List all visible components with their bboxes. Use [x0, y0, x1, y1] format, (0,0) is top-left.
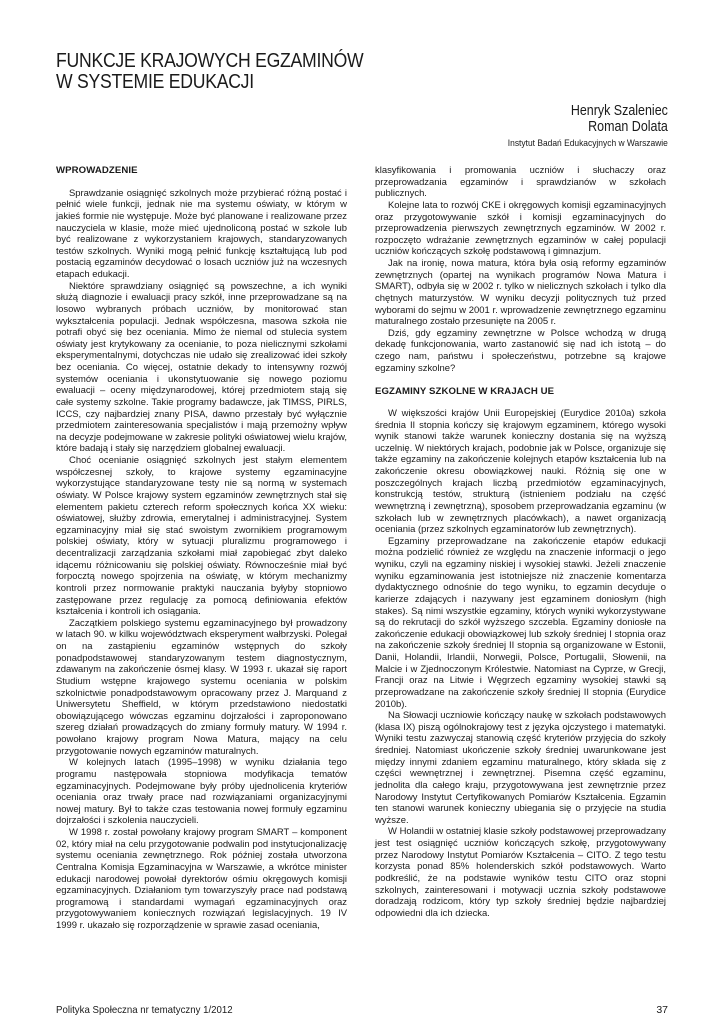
right-column	[375, 165, 666, 919]
paragraph: Jak na ironię, nowa matura, która była osią reformy egzaminów zewnętrznych (opartej na wynikach programów Nowa Matura i SMART), odbyła się w 2002 r. tylko w nielicznych szkołach i tylko dla chętnych maturzystów. W wyniku decyzji politycznych tuż przed wyborami do sejmu w 2001 r. wprowadzenie zewnętrznego egzaminu maturalnego zostało przesunięte na 2005 r.	[375, 258, 666, 328]
section-heading: EGZAMINY SZKOLNE W KRAJACH UE	[375, 386, 555, 398]
paragraph: W 1998 r. został powołany krajowy program SMART – komponent 02, który miał na celu przygotowanie podwalin pod instytucjonalizację systemu oceniania zewnętrznego. Rok później została utworzona Centralna Komisja Egzaminacyjna w Warszawie, a wkrótce minister edukacji narodowej powołał dyrektorów ośmiu okręgowych komisji egzaminacyjnych. Działaniom tym towarzyszyły prace nad podstawą programową i standardami wymagań egzaminacyjnych oraz przygotowywaniem koniecznych rozwiązań legislacyjnych. 19 IV 1999 r. ukazało się rozporządzenie w sprawie zasad oceniania,	[56, 827, 347, 931]
author-name: Henryk Szaleniec	[570, 103, 668, 119]
author-name: Roman Dolata	[588, 119, 668, 135]
paragraph: Egzaminy przeprowadzane na zakończenie etapów edukacji można podzielić również ze względu na znaczenie informacji o jego wyniku, czyli na egzaminy niskiej i wysokiej stawki. Jeżeli znaczenie wyniku egzaminowania jest istotniejsze niż znaczenie komentarza dydaktycznego odnośnie do tego wyniku, to egzamin decyduje o karierze zdających i nazywany jest egzaminem doniosłym (high stakes). Są nimi wszystkie egzaminy, których wyniki wykorzystywane są do rekrutacji do szkół wyższego szczebla. Egzaminy doniosłe na zakończenie edukacji obowiązkowej lub szkoły średniej I stopnia oraz na zakończenie szkoły średniej II stopnia są organizowane w Estonii, Danii, Holandii, Irlandii, Norwegii, Polsce, Portugalii, Słowenii, na Malcie i w Zjednoczonym Królestwie. Natomiast na Cyprze, w Grecji, Francji oraz na Litwie i Węgrzech egzaminy wysokiej stawki są przeprowadzane na zakończenie szkoły średniej II stopnia (Eurydice 2010b).	[375, 535, 666, 710]
paragraph: W Holandii w ostatniej klasie szkoły podstawowej przeprowadzany jest test osiągnięć uczniów kończących szkołę, przygotowywany przez Narodowy Instytut Pomiarów Kształcenia – CITO. Z tego testu korzysta ponad 85% holenderskich szkół podstawowych. Warto podkreślić, że na podstawie wyników testu CITO oraz stopni szkolnych, zainteresowani i motywacji ucznia szkoły podstawowe doradzają rodzicom, który typ szkoły średniej będzie najbardziej odpowiedni dla ich dziecka.	[375, 826, 666, 919]
paragraph: Kolejne lata to rozwój CKE i okręgowych komisji egzaminacyjnych oraz przygotowywanie szkół i komisji egzaminacyjnych do przeprowadzenia pierwszych zewnętrznych egzaminów. W 2002 r. rozpoczęto wdrażanie zewnętrznych egzaminów w całej populacji uczniów kończących szkołę podstawową i gimnazjum.	[375, 199, 666, 258]
paragraph: Sprawdzanie osiągnięć szkolnych może przybierać różną postać i pełnić wiele funkcji, jednak nie ma systemu oświaty, w którym w jakieś formie nie występuje. Może być planowane i realizowane przez nauczyciela w klasie, może mieć ujednoliconą postać w szkole lub być realizowane z wykorzystaniem krajowych, standaryzowanych testów szkolnych. Wyniki mogą pełnić funkcję kształtującą lub pod postacią egzaminów decydować o losach uczniów już na wczesnych etapach edukacji.	[56, 187, 347, 280]
left-column	[56, 165, 347, 932]
paragraph: Choć ocenianie osiągnięć szkolnych jest stałym elementem współczesnej szkoły, to krajowe systemy egzaminacyjne wykorzystujące standaryzowane testy nie są normą w systemach oświaty. W Polsce krajowy system egzaminów zewnętrznych stał się elementem pakietu czterech reform społecznych końca XX wieku: oświatowej, służby zdrowia, emerytalnej i administracyjnej. System egzaminacyjny miał się stać swoistym zwornikiem programowym polskiej oświaty, który w sytuacji pluralizmu programowego i decentralizacji zarządzania szkołami miał zapobiegać zbyt daleko idącemu różnicowaniu się polskiej oświaty. Równocześnie miał być forpocztą nowego spojrzenia na oświatę, w którym mechanizmy kontroli przez normowanie praktyki nauczania byłyby stopniowo zastępowane przez regulację za pomocą definiowania efektów kształcenia i kontroli ich osiągania.	[56, 455, 347, 618]
author-affiliation: Instytut Badań Edukacyjnych w Warszawie	[507, 137, 668, 148]
paragraph: W większości krajów Unii Europejskiej (Eurydice 2010a) szkoła średnia II stopnia kończy się krajowym egzaminem, którego wysoki wynik stanowi także warunek konieczny dostania się na wyższą uczelnię. W niektórych krajach, podobnie jak w Polsce, organizuje się także egzaminy na zakończenie kolejnych etapów kształcenia lub na zakończenie okresu obowiązkowej nauki. Różnią się one w poszczególnych krajach liczbą przedmiotów egzaminacyjnych, konstrukcją testów, strukturą (istnieniem podziału na część wewnętrzną i zewnętrzną), sposobem przeprowadzania egzaminu (w szkołach lub w zewnętrznych placówkach), a nawet organizacją oceniania (przez szkolnych egzaminatorów lub zewnętrznych).	[375, 407, 666, 536]
paragraph: Zaczątkiem polskiego systemu egzaminacyjnego był prowadzony w latach 90. w kilku województwach eksperyment wałbrzyski. Polegał on na zastąpieniu egzaminów wstępnych do szkoły ponadpodstawowej standaryzowanym testem diagnostycznym, zdawanym na zakończenie ósmej klasy. W 1993 r. ukazał się raport Studium wstępne krajowego systemu oceniania w polskim szkolnictwie ponadpodstawowym opracowany przez J. Marquand z Uniwersytetu Sheffield, w którym przedstawiono niedostatki obowiązującego wówczas egzaminu dojrzałości i zaproponowano szereg działań prowadzących do zmiany formuły matury. W 1994 r. powołano krajowy program Nowa Matura, mający na celu przygotowanie nowych egzaminów maturalnych.	[56, 617, 347, 757]
author-block	[490, 103, 668, 149]
journal-name: Polityka Społeczna nr tematyczny 1/2012	[56, 1004, 233, 1016]
article-title	[56, 50, 503, 92]
title-line-2: W SYSTEMIE EDUKACJI	[56, 70, 254, 93]
paragraph: W kolejnych latach (1995–1998) w wyniku działania tego programu następowała stopniowa modyfikacja tematów egzaminacyjnych. Podejmowane były próby ujednolicenia kryteriów oceniania oraz trwały prace nad rozwiązaniami organizacyjnymi nowej matury. Był to także czas testowania nowej formuły egzaminu dojrzałości i szkolenia nauczycieli.	[56, 757, 347, 827]
paragraph: Dziś, gdy egzaminy zewnętrzne w Polsce wchodzą w drugą dekadę funkcjonowania, warto zastanowić się nad ich istotą – do czego nam, państwu i społeczeństwu, potrzebne są krajowe egzaminy szkolne?	[375, 327, 666, 374]
section-heading: WPROWADZENIE	[56, 165, 138, 176]
paragraph: Niektóre sprawdziany osiągnięć są powszechne, a ich wyniki służą diagnozie i ewaluacji pracy szkół, inne przeprowadzane są na losowo wybranych próbach uczniów, by monitorować stan wykształcenia populacji. Jednak współczesna, masowa szkoła nie potrafi obyć się bez oceniania. Mimo że niemal od stulecia system oświaty jest krytykowany za ocenianie, to poza nielicznymi szkołami eksperymentalnymi, dotychczas nie udało się zrealizować idei szkoły bez oceniania. Co więcej, ostatnie dekady to intensywny rozwój systemów oceniania i ukonstytuowanie się nowego poziomu ewaluacji – oceny międzynarodowej, której przedmiotem stają się całe systemy szkolne. Takie programy badawcze, jak TIMSS, PIRLS, ICCS, czy najbardziej znany PISA, dawno przestały być wyłącznie przedmiotem zainteresowania specjalistów i mają przemożny wpływ na decyzje podejmowane w zakresie polityki oświatowej wielu krajów, które badają i stały się narzędziem globalnej ewaluacji.	[56, 280, 347, 455]
paragraph: klasyfikowania i promowania uczniów i słuchaczy oraz przeprowadzania egzaminów i sprawdzianów w szkołach publicznych.	[375, 165, 666, 200]
page-number: 37	[656, 1004, 668, 1016]
paragraph: Na Słowacji uczniowie kończący naukę w szkołach podstawowych (klasa IX) piszą ogólnokrajowy test z języka ojczystego i matematyki. Wyniki testu zazwyczaj stanowią część kryteriów przyjęcia do szkoły średniej. Natomiast ukończenie szkoły średniej uwarunkowane jest między innymi zdaniem egzaminu maturalnego, który składa się z części wewnętrznej i zewnętrznej. Pisemna część egzaminu, jednolita dla całego kraju, przygotowywana jest zewnętrznie przez Narodowy Instytut Certyfikowanych Pomiarów Kształcenia. Egzamin ten stanowi warunek konieczny ubiegania się o przyjęcie na studia wyższe.	[375, 710, 666, 826]
title-line-1: FUNKCJE KRAJOWYCH EGZAMINÓW	[56, 49, 364, 72]
